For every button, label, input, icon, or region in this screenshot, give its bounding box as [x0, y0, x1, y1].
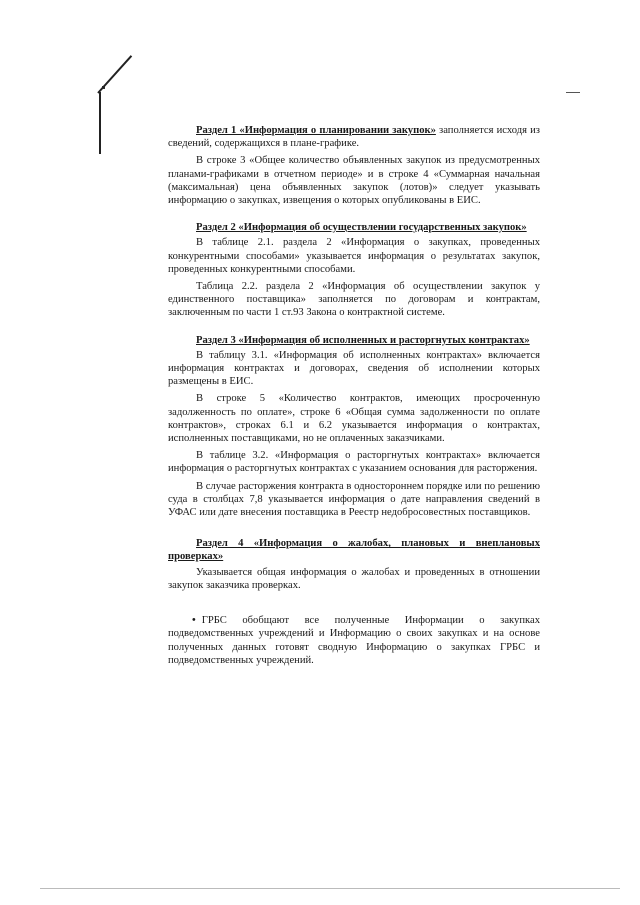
section-1	[168, 124, 540, 207]
section-3	[168, 334, 540, 520]
page-bottom-edge	[40, 888, 620, 889]
scan-mark-dash	[566, 92, 580, 93]
section-1-intro	[168, 124, 540, 150]
section-4-heading: Раздел 4 «Информация о жалобах, плановых и внеплановых проверках»	[168, 538, 540, 563]
summary-note-text: ГРБС обобщают все полученные Информации о закупках подведомственных учреждений и Информацию о своих закупках и на основе полученных данных готовят сводную Информацию о закупках ГРБС и подведомственных учреждений.	[168, 615, 540, 666]
section-3-paragraph: В строке 5 «Количество контрактов, имеющих просроченную задолженность по оплате», строке 6 «Общая сумма задолженности по оплате контрактов», строках 6.1 и 6.2 указывается информация о контрактах, исполненных поставщиками, но не оплаченных заказчиками.	[168, 393, 540, 445]
section-3-paragraph: В таблице 3.2. «Информация о расторгнутых контрактах» включается информация о расторгнутых контрактах с указанием основания для расторжения.	[168, 450, 540, 475]
section-2-heading: Раздел 2 «Информация об осуществлении государственных закупок»	[196, 222, 527, 234]
section-2-paragraph: Таблица 2.2. раздела 2 «Информация об осуществлении закупок у единственного поставщика» заполняется по договорам и контрактам, заключенным по части 1 ст.93 Закона о контрактной системе.	[168, 281, 540, 319]
section-2-paragraph: В таблице 2.1. раздела 2 «Информация о закупках, проведенных конкурентными способами» указывается информация о результатах закупок, проведенных конкурентными способами.	[168, 237, 540, 275]
bullet-icon: •	[192, 615, 196, 627]
scan-mark-diagonal	[97, 55, 132, 93]
section-4-paragraph: Указывается общая информация о жалобах и проведенных в отношении закупок заказчика проверках.	[168, 566, 540, 591]
document-body	[168, 124, 540, 671]
section-3-paragraph: В случае расторжения контракта в одностороннем порядке или по решению суда в столбцах 7,8 указывается информация о дате направления сведений в УФАС или дате внесения поставщика в Реестр недобросовестных поставщиков.	[168, 480, 540, 519]
section-1-heading-tail: заполняется исходя из сведений, содержащихся в плане-графике.	[168, 125, 540, 150]
section-3-heading: Раздел 3 «Информация об исполненных и расторгнутых контрактах»	[196, 334, 530, 346]
summary-note	[168, 614, 540, 667]
section-4	[168, 537, 540, 592]
section-2	[168, 221, 540, 319]
section-1-heading: Раздел 1 «Информация о планировании закупок»	[196, 125, 436, 136]
scan-mark-vertical	[99, 92, 101, 154]
section-1-paragraph: В строке 3 «Общее количество объявленных закупок из предусмотренных планами-графиками в отчетном периоде» и в строке 4 «Суммарная начальная (максимальная) цена объявленных закупок (лотов)» следует указывать информацию о закупках, извещения о которых опубликованы в ЕИС.	[168, 155, 540, 207]
section-3-paragraph: В таблицу 3.1. «Информация об исполненных контрактах» включается информация контрактах и договорах, сведения об исполнении которых размещены в ЕИС.	[168, 349, 540, 388]
